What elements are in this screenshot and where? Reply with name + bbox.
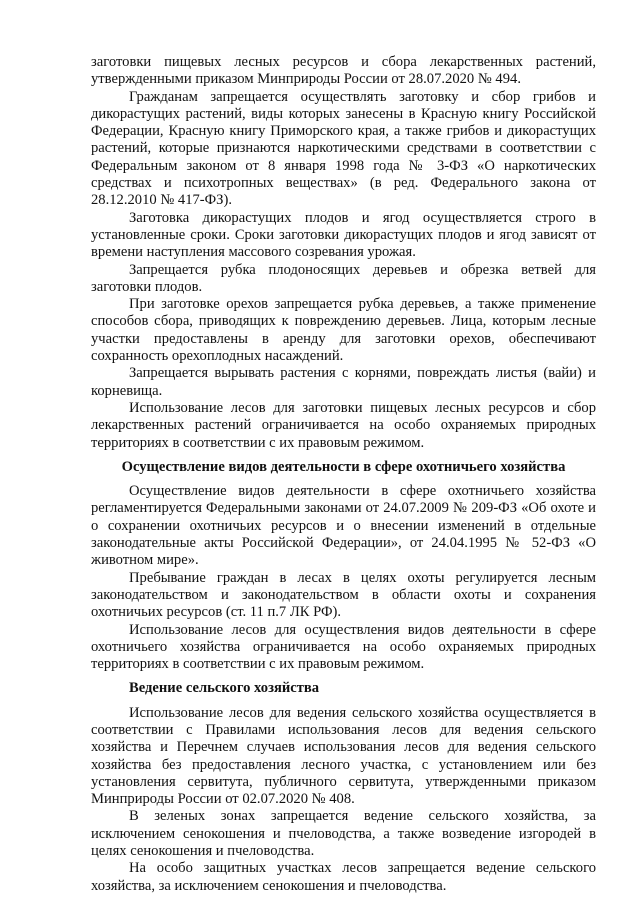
- paragraph-agri-rules: Использование лесов для ведения сельского хозяйства осуществляется в соответствии с Правилами использования лесов для ведения сельского хозяйства и Перечнем случаев использования лесов для ведения сельского хозяйства без предоставления лесного участка, с установлением или без установления сервитута, публичного сервитута, утвержденными приказом Минприроды России от 02.07.2020 № 408.: [91, 704, 596, 808]
- paragraph-nuts: При заготовке орехов запрещается рубка деревьев, а также применение способов сбора, приводящих к повреждению деревьев. Лица, которым лесные участки предоставлены в аренду для заготовки орехов, обеспечивают сохранность орехоплодных насаждений.: [91, 296, 596, 365]
- document-page: [91, 54, 596, 895]
- paragraph-red-book-ban: Гражданам запрещается осуществлять заготовку и сбор грибов и дикорастущих растений, виды которых занесены в Красную книгу Российской Федерации, Красную книгу Приморского края, а также грибов и дикорастущих растений, которые признаются наркотическими средствами в соответствии с Федеральным законом от 8 января 1998 года № 3-ФЗ «О наркотических средствах и психотропных веществах» (в ред. Федерального закона от 28.12.2010 № 417-ФЗ).: [91, 88, 596, 209]
- paragraph-felling-ban: Запрещается рубка плодоносящих деревьев и обрезка ветвей для заготовки плодов.: [91, 261, 596, 295]
- paragraph-protective-plots: На особо защитных участках лесов запрещается ведение сельского хозяйства, за исключением сенокошения и пчеловодства.: [91, 860, 596, 894]
- paragraph-roots: Запрещается вырывать растения с корнями, повреждать листья (вайи) и корневища.: [91, 365, 596, 399]
- heading-hunting: Осуществление видов деятельности в сфере охотничьего хозяйства: [121, 458, 566, 475]
- paragraph-protected-areas: Использование лесов для заготовки пищевых лесных ресурсов и сбор лекарственных растений ограничивается на особо охраняемых природных территориях в соответствии с их правовым режимом.: [91, 399, 596, 451]
- paragraph-hunting-laws: Осуществление видов деятельности в сфере охотничьего хозяйства регламентируется Федеральными законами от 24.07.2009 № 209-ФЗ «Об охоте и о сохранении охотничьих ресурсов и о внесении изменений в отдельные законодательные акты Российской Федерации», от 24.04.1995 № 52-ФЗ «О животном мире».: [91, 483, 596, 569]
- paragraph-fruit-terms: Заготовка дикорастущих плодов и ягод осуществляется строго в установленные сроки. Сроки заготовки дикорастущих плодов и ягод зависят от времени наступления массового созревания урожая.: [91, 209, 596, 261]
- heading-agriculture: Ведение сельского хозяйства: [129, 680, 320, 697]
- paragraph-hunting-stay: Пребывание граждан в лесах в целях охоты регулируется лесным законодательством и законодательством в области охоты и сохранения охотничьих ресурсов (ст. 11 п.7 ЛК РФ).: [91, 569, 596, 621]
- paragraph-hunting-restrict: Использование лесов для осуществления видов деятельности в сфере охотничьего хозяйства ограничивается на особо охраняемых природных территориях в соответствии с их правовым режимом.: [91, 621, 596, 673]
- paragraph-green-zones: В зеленых зонах запрещается ведение сельского хозяйства, за исключением сенокошения и пчеловодства, а также возведение изгородей в целях сенокошения и пчеловодства.: [91, 808, 596, 860]
- paragraph-continuation: заготовки пищевых лесных ресурсов и сбора лекарственных растений, утвержденными приказом Минприроды России от 28.07.2020 № 494.: [91, 54, 596, 88]
